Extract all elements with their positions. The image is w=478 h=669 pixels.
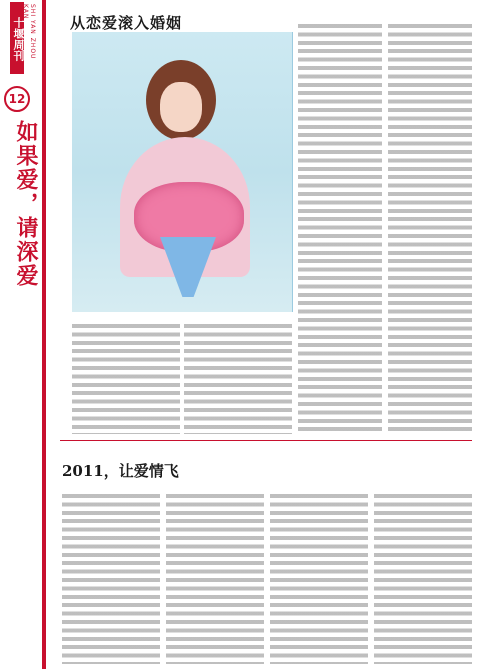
story1-headline: 从恋爱滚入婚姻 [70,14,183,32]
footer-info [6,470,18,665]
story2-column-3 [270,494,368,664]
story1-column-1 [72,324,180,434]
story2-column-4-text [374,494,472,664]
story2-headline: 2011，让爱情飞 [62,462,179,480]
magazine-logo: 十堰周刊 [10,2,24,74]
bride-photo [72,32,293,312]
story2-column-2 [166,494,264,664]
page-number-badge: 12 [4,86,30,112]
story1-column-2-text [184,324,292,434]
magazine-pinyin: SHI YAN ZHOU KAN [22,4,36,60]
story1-column-1-text [72,324,180,434]
story1-column-4-text [388,24,472,434]
story1-column-2 [184,324,292,434]
photo-face [160,82,202,132]
story1-column-3 [298,24,382,434]
story2-column-4 [374,494,472,664]
story2-column-2-text [166,494,264,664]
story2-column-3-text [270,494,368,664]
left-band [0,0,56,669]
story1-column-3-text [298,24,382,434]
red-vertical-rule [42,0,46,669]
story2-column-1 [62,494,160,664]
section-title: 如果爱，请深爱 [13,120,39,288]
story2-column-1-text [62,494,160,664]
story1-column-4 [388,24,472,434]
story-divider [60,440,472,441]
